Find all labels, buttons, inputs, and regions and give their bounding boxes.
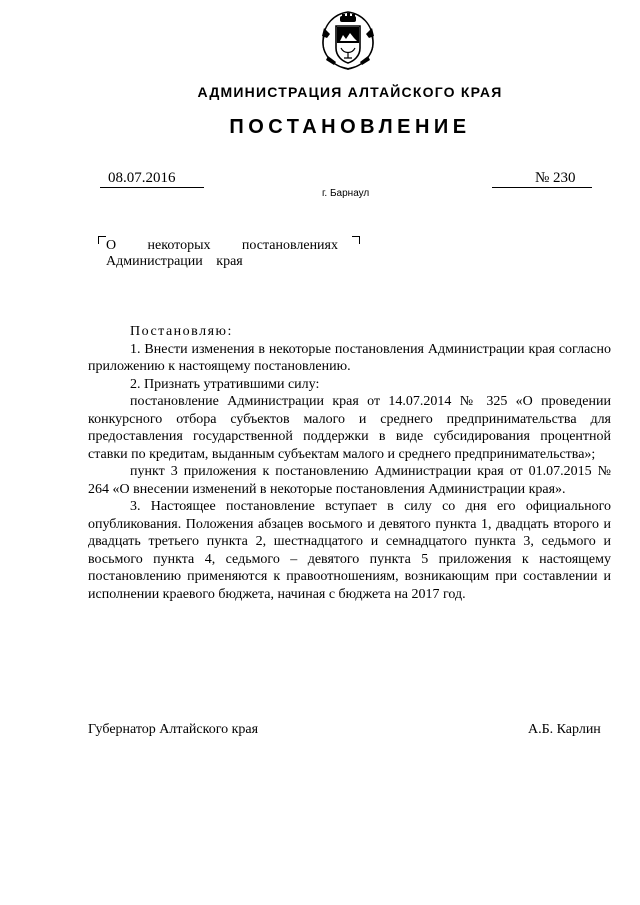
subject-line-2: Администрации края: [106, 254, 243, 269]
paragraph: 2. Признать утратившими силу:: [130, 376, 320, 392]
document-number: № 230: [535, 170, 576, 186]
signatory-name: А.Б. Карлин: [528, 722, 601, 737]
paragraph: 1. Внести изменения в некоторые постановления Администрации края согласно приложению к настоящему постановлению.: [88, 341, 611, 374]
paragraph: пункт 3 приложения к постановлению Администрации края от 01.07.2015 № 264 «О внесении изменений в некоторые постановления Администрации края».: [88, 464, 611, 497]
organization-title: АДМИНИСТРАЦИЯ АЛТАЙСКОГО КРАЯ: [197, 84, 503, 100]
number-underline: [492, 187, 592, 188]
signatory-position: Губернатор Алтайского края: [88, 722, 259, 737]
city-label: г. Барнаул: [322, 188, 370, 199]
document-body: [88, 323, 611, 603]
date-underline: [100, 187, 204, 188]
paragraph: 3. Настоящее постановление вступает в силу со дня его официального опубликования. Положения абзацев восьмого и девятого пункта 1, двадцать второго и двадцать третьего пункта 2, шестнадцатого и семнадцатого пункта 3, седьмого и восьмого пункта 4, седьмого – девятого пункта 5 приложения к настоящему постановлению применяются к правоотношениям, возникающим при составлении и исполнении краевого бюджета, начиная с бюджета на 2017 год.: [88, 499, 611, 602]
document-date: 08.07.2016: [108, 170, 176, 186]
subject-corner-left: [98, 236, 106, 244]
preamble: Постановляю:: [130, 324, 233, 339]
coat-of-arms-icon: [316, 8, 380, 72]
subject-corner-right: [352, 236, 360, 244]
paragraph: постановление Администрации края от 14.07.2014 № 325 «О проведении конкурсного отбора субъектов малого и среднего предпринимательства для предоставления государственной поддержки в виде субсидирования процентной ставки по кредитам, выданным субъектам малого и среднего предпринимательства»;: [88, 394, 611, 462]
subject-line-1: О некоторых постановлениях: [106, 238, 338, 253]
document-type-title: ПОСТАНОВЛЕНИЕ: [229, 116, 471, 138]
